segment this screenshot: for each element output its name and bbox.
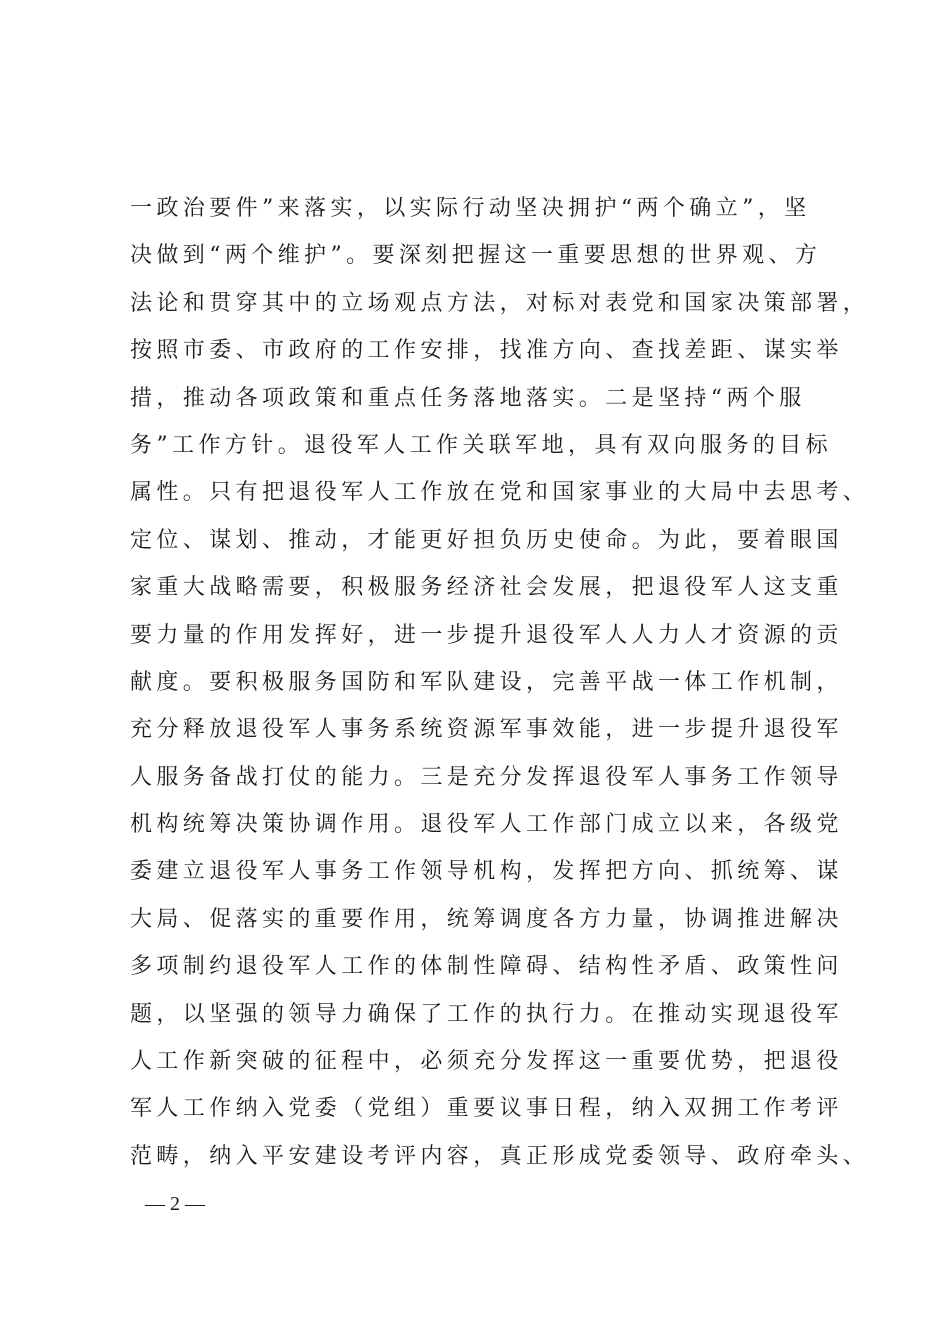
text-line: 机构统筹决策协调作用。退役军人工作部门成立以来，各级党 <box>130 812 843 838</box>
text-line: 委建立退役军人事务工作领导机构，发挥把方向、抓统筹、谋 <box>130 859 843 885</box>
text-line: 要力量的作用发挥好，进一步提升退役军人人力人才资源的贡 <box>130 622 843 648</box>
text-line: 按照市委、市政府的工作安排，找准方向、查找差距、谋实举 <box>130 338 843 364</box>
text-line: 定位、谋划、推动，才能更好担负历史使命。为此，要着眼国 <box>130 527 843 553</box>
page-number: — 2 — <box>145 1193 205 1215</box>
text-line: 大局、促落实的重要作用，统筹调度各方力量，协调推进解决 <box>130 906 843 932</box>
text-line: 家重大战略需要，积极服务经济社会发展，把退役军人这支重 <box>130 575 843 601</box>
text-line: 措，推动各项政策和重点任务落地落实。二是坚持“两个服 <box>130 385 806 411</box>
text-line: 一政治要件”来落实，以实际行动坚决拥护“两个确立”，坚 <box>130 196 811 221</box>
text-line: 属性。只有把退役军人工作放在党和国家事业的大局中去思考、 <box>130 480 870 506</box>
text-line: 法论和贯穿其中的立场观点方法，对标对表党和国家决策部署， <box>130 290 870 316</box>
text-line: 多项制约退役军人工作的体制性障碍、结构性矛盾、政策性问 <box>130 954 843 980</box>
text-line: 题，以坚强的领导力确保了工作的执行力。在推动实现退役军 <box>130 1001 843 1027</box>
text-line: 献度。要积极服务国防和军队建设，完善平战一体工作机制， <box>130 669 843 695</box>
text-line: 务”工作方针。退役军人工作关联军地，具有双向服务的目标 <box>130 432 833 458</box>
text-line: 军人工作纳入党委（党组）重要议事日程，纳入双拥工作考评 <box>130 1096 843 1122</box>
text-line: 人工作新突破的征程中，必须充分发挥这一重要优势，把退役 <box>130 1049 843 1075</box>
text-line: 决做到“两个维护”。要深刻把握这一重要思想的世界观、方 <box>130 243 822 269</box>
text-line: 充分释放退役军人事务系统资源军事效能，进一步提升退役军 <box>130 717 843 743</box>
text-line: 人服务备战打仗的能力。三是充分发挥退役军人事务工作领导 <box>130 764 843 790</box>
body-text <box>130 185 870 1180</box>
text-line: 范畴，纳入平安建设考评内容，真正形成党委领导、政府牵头、 <box>130 1143 870 1169</box>
